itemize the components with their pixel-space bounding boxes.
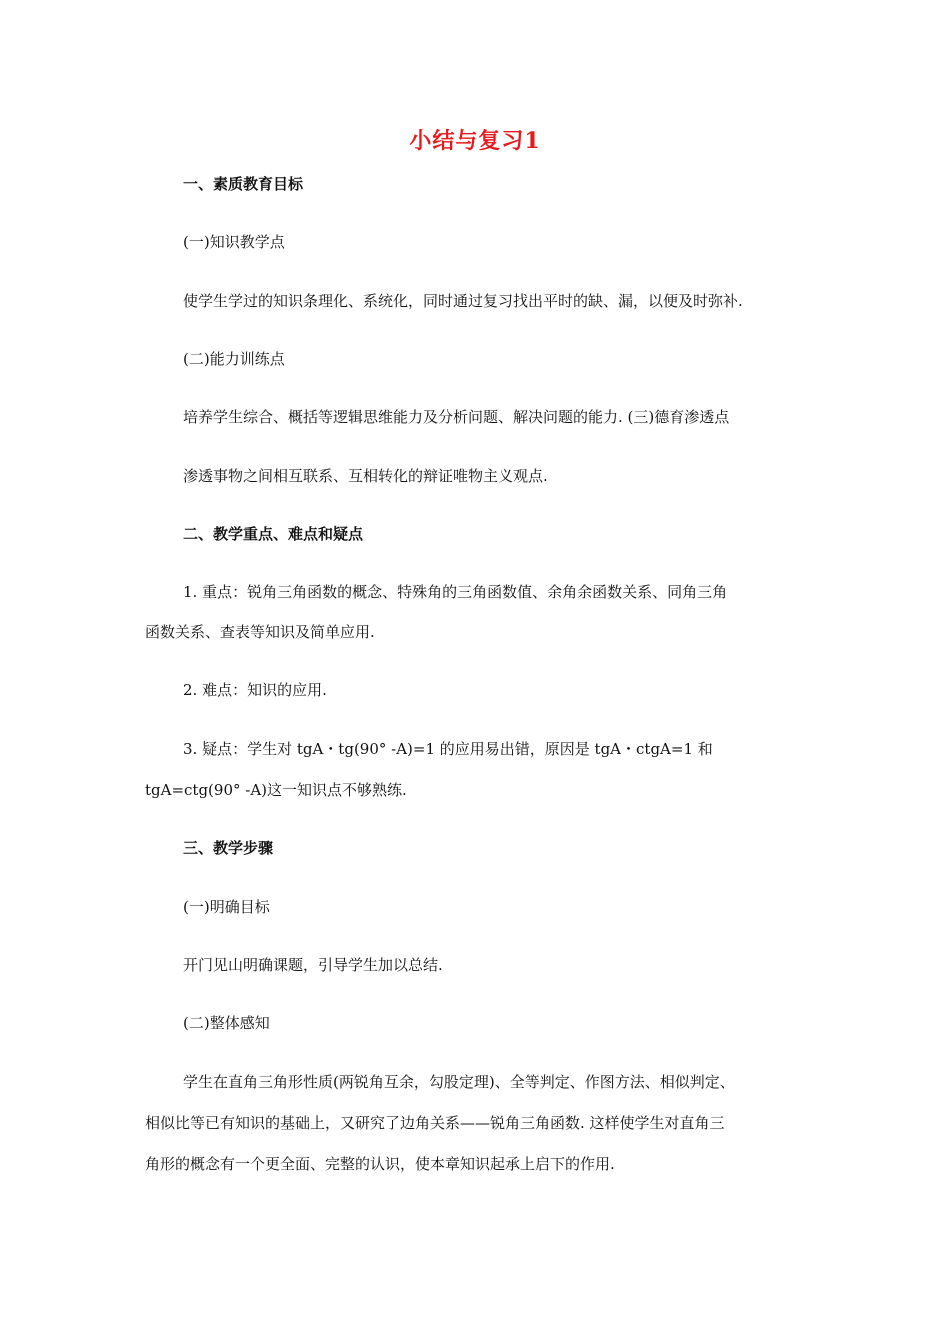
page-title: 小结与复习1 <box>409 128 541 154</box>
doubt-line-2: tgA=ctg(90° -A)这一知识点不够熟练. <box>145 781 407 799</box>
doubt-line-1: 3. 疑点：学生对 tgA・tg(90° -A)=1 的应用易出错，原因是 tgA・ctgA=1 和 <box>183 740 713 758</box>
key-point-line-1: 1. 重点：锐角三角函数的概念、特殊角的三角函数值、余角余函数关系、同角三角 <box>183 583 728 601</box>
paragraph-overall-line-1: 学生在直角三角形性质(两锐角互余，勾股定理)、全等判定、作图方法、相似判定、 <box>183 1073 735 1091</box>
paragraph-objective: 开门见山明确课题，引导学生加以总结. <box>183 956 443 974</box>
paragraph-overall-line-2: 相似比等已有知识的基础上，又研究了边角关系——锐角三角函数. 这样使学生对直角三 <box>145 1114 725 1132</box>
subheading-overall: (二)整体感知 <box>183 1014 270 1032</box>
paragraph-moral: 渗透事物之间相互联系、互相转化的辩证唯物主义观点. <box>183 467 548 485</box>
section-heading-steps: 三、教学步骤 <box>183 839 274 857</box>
key-point-line-2: 函数关系、查表等知识及简单应用. <box>145 623 375 641</box>
subheading-objective: (一)明确目标 <box>183 898 270 916</box>
difficulty-line: 2. 难点：知识的应用. <box>183 681 327 699</box>
subheading-ability: (二)能力训练点 <box>183 350 285 368</box>
section-heading-key-points: 二、教学重点、难点和疑点 <box>183 525 364 543</box>
paragraph-knowledge: 使学生学过的知识条理化、系统化，同时通过复习找出平时的缺、漏，以便及时弥补. <box>183 292 743 310</box>
subheading-knowledge: (一)知识教学点 <box>183 233 285 251</box>
section-heading-goals: 一、素质教育目标 <box>183 175 304 193</box>
paragraph-overall-line-3: 角形的概念有一个更全面、完整的认识，使本章知识起承上启下的作用. <box>145 1155 615 1173</box>
paragraph-ability: 培养学生综合、概括等逻辑思维能力及分析问题、解决问题的能力. (三)德育渗透点 <box>183 408 730 426</box>
